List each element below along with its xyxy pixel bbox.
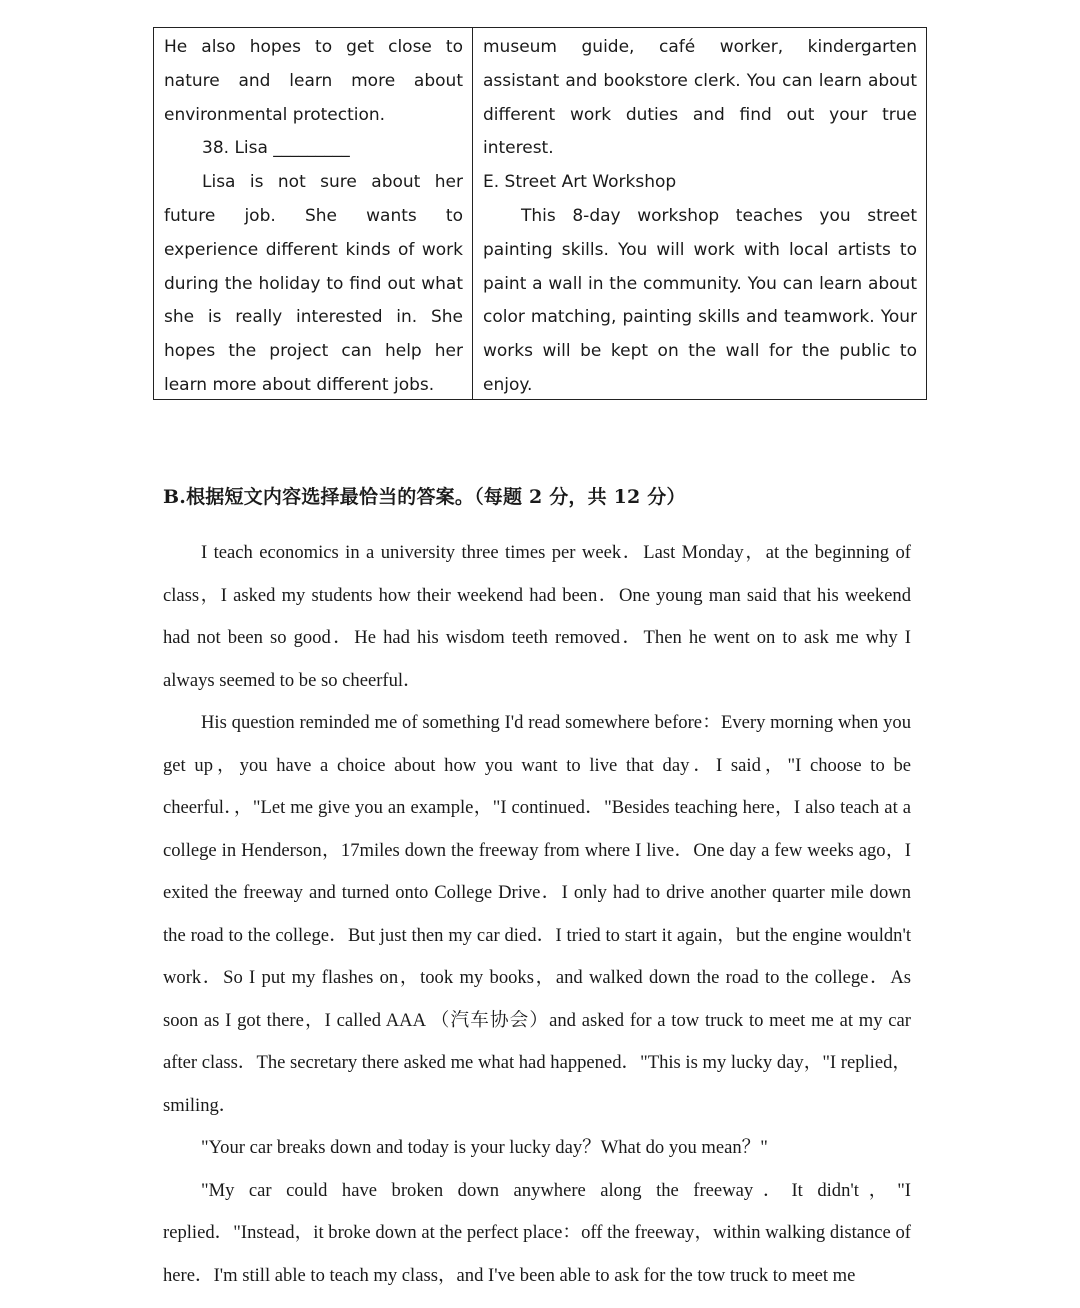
option-e-description: This 8-day workshop teaches you street painting skills. You will work with local artists to paint a wall in the community. You can learn about color matching, painting skills and teamwork. Your works will be kept on the wall for the public to enjoy. — [483, 205, 917, 395]
section-b-heading: B.根据短文内容选择最恰当的答案。（每题 2 分，共 12 分） — [163, 486, 686, 508]
passage-paragraph-1: I teach economics in a university three times per week．Last Monday，at the beginning of class，I asked my students how their weekend had been．One young man said that his weekend had not been so good．He had his wisdom teeth removed．Then he went on to ask me why I always seemed to be so cheerful． — [163, 542, 911, 691]
passage-paragraph-3: "Your car breaks down and today is your lucky day？What do you mean？" — [201, 1137, 768, 1158]
table-right-column — [473, 28, 926, 399]
question-38-label: 38. Lisa _________ — [202, 138, 350, 159]
passage-paragraph-2: His question reminded me of something I'd read somewhere before：Every morning when you get up，you have a choice about how you want to live that day．I said，"I choose to be cheerful．，"Let me give you an example，"I continued．"Besides teaching here，I also teach at a college in Henderson，17miles down the freeway from where I live．One day a few weeks ago，I exited the freeway and turned onto College Drive．I only had to drive another quarter mile down the road to the college．But just then my car died．I tried to start it again，but the engine wouldn't work．So I put my flashes on，took my books，and walked down the road to the college．As soon as I got there，I called AAA （汽车协会）and asked for a tow truck to meet me at my car after class．The secretary there asked me what had happened．"This is my lucky day，"I replied，smiling． — [163, 712, 911, 1116]
reading-passage — [163, 532, 911, 1297]
option-e-title: E. Street Art Workshop — [483, 172, 677, 193]
lisa-description: Lisa is not sure about her future job. She wants to experience different kinds of work during the holiday to find out what she is really interested in. She hopes the project can help her learn more about different jobs. — [164, 172, 463, 395]
passage-paragraph-4: "My car could have broken down anywhere along the freeway．It didn't，"I replied．"Instead，it broke down at the perfect place：off the freeway，within walking distance of here．I'm still able to teach my class，and I've been able to ask for the tow truck to meet me — [163, 1179, 911, 1286]
table-left-text-1: He also hopes to get close to nature and learn more about environmental protection. — [164, 37, 463, 125]
table-left-column — [154, 28, 473, 399]
reading-table — [153, 27, 927, 400]
table-right-text-1: museum guide, café worker, kindergarten assistant and bookstore clerk. You can learn about different work duties and find out your true interest. — [483, 37, 917, 159]
